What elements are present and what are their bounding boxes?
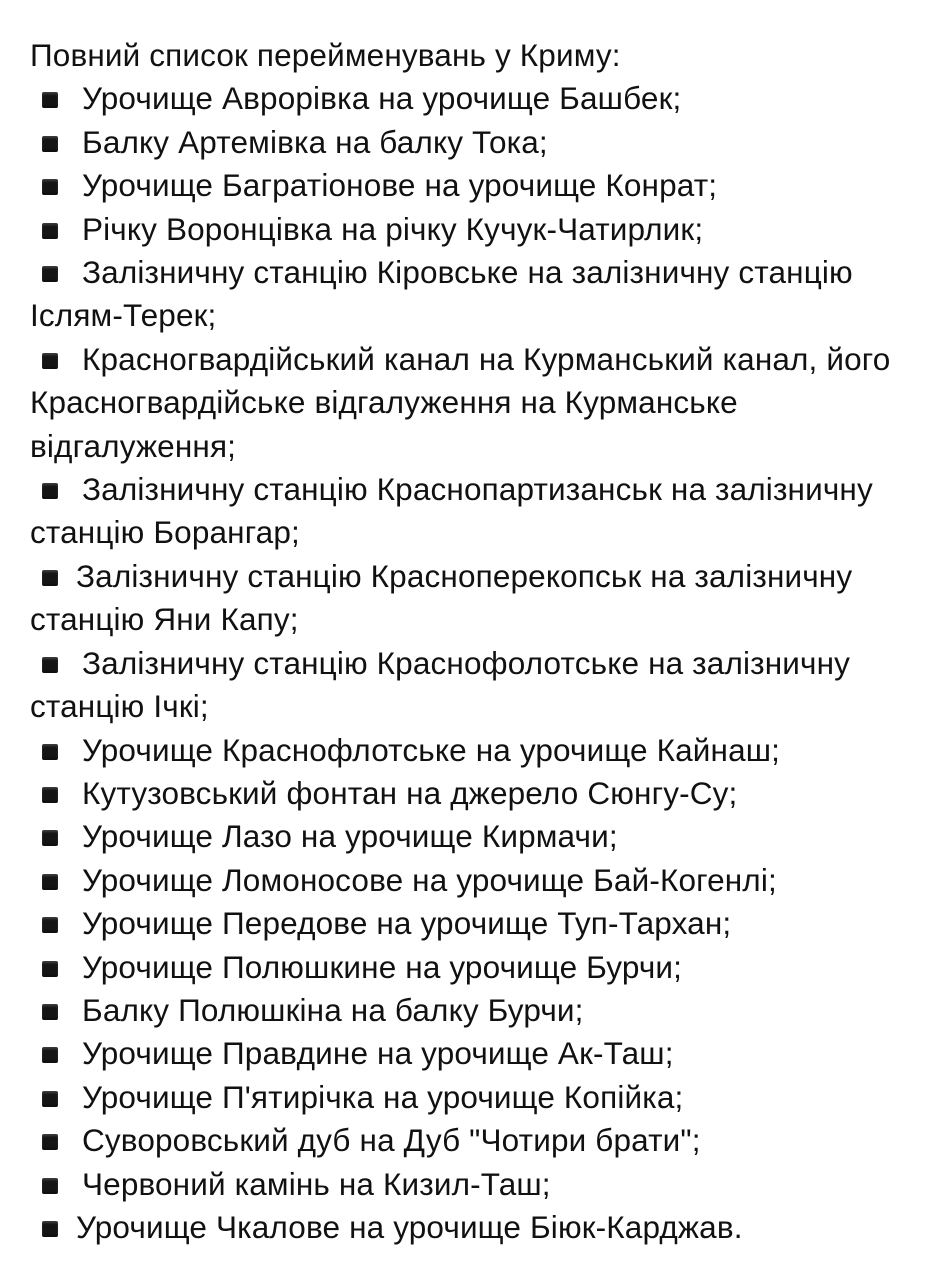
black-small-square-icon bbox=[42, 136, 58, 152]
list-item bbox=[30, 208, 910, 251]
list-item bbox=[30, 946, 910, 989]
black-small-square-icon bbox=[42, 483, 58, 499]
list-item bbox=[30, 729, 910, 772]
list-item-text: Червоний камінь на Кизил-Таш; bbox=[82, 1165, 551, 1202]
list-item bbox=[30, 251, 910, 338]
list-item-text: Красногвардійський канал на Курманський канал, його Красногвардійське відгалуження на Курманське відгалуження; bbox=[30, 340, 891, 464]
black-small-square-icon bbox=[42, 266, 58, 282]
list-item-text: Урочище Полюшкине на урочище Бурчи; bbox=[82, 948, 683, 985]
list-item bbox=[30, 164, 910, 207]
list-item bbox=[30, 468, 910, 555]
list-item bbox=[30, 1119, 910, 1162]
list-item-text: Залізничну станцію Кіровське на залізничну станцію Іслям-Терек; bbox=[30, 254, 853, 334]
list-item-text: Урочище Аврорівка на урочище Башбек; bbox=[82, 80, 682, 117]
black-small-square-icon bbox=[42, 961, 58, 977]
list-item-text: Балку Полюшкіна на балку Бурчи; bbox=[82, 991, 584, 1028]
black-small-square-icon bbox=[42, 1004, 58, 1020]
list-item-text: Урочище Краснофлотське на урочище Кайнаш; bbox=[82, 731, 781, 768]
list-item-text: Урочище Передове на урочище Туп-Тархан; bbox=[82, 905, 732, 942]
black-small-square-icon bbox=[42, 1134, 58, 1150]
list-item-text: Залізничну станцію Краснофолотське на залізничну станцію Ічкі; bbox=[30, 644, 851, 725]
list-item bbox=[30, 338, 910, 468]
black-small-square-icon bbox=[42, 657, 58, 673]
list-item bbox=[30, 859, 910, 902]
black-small-square-icon bbox=[42, 830, 58, 846]
list-item-text: Урочище Правдине на урочище Ак-Таш; bbox=[82, 1035, 674, 1072]
black-small-square-icon bbox=[42, 874, 58, 890]
renaming-list-document bbox=[30, 34, 910, 1249]
list-item-text: Кутузовський фонтан на джерело Сюнгу-Су; bbox=[82, 774, 738, 811]
black-small-square-icon bbox=[42, 353, 58, 369]
list-item bbox=[30, 1206, 910, 1249]
list-item bbox=[30, 555, 910, 642]
black-small-square-icon bbox=[42, 787, 58, 803]
list-item-text: Залізничну станцію Краснопартизанськ на залізничну станцію Борангар; bbox=[30, 471, 873, 551]
list-item-text: Балку Артемівка на балку Тока; bbox=[82, 123, 548, 160]
list-item-text: Урочище Багратіонове на урочище Конрат; bbox=[82, 167, 718, 204]
list-item bbox=[30, 1076, 910, 1119]
list-item-text: Річку Воронцівка на річку Кучук-Чатирлик; bbox=[82, 210, 704, 247]
black-small-square-icon bbox=[42, 1221, 58, 1237]
list-item bbox=[30, 1163, 910, 1206]
black-small-square-icon bbox=[42, 917, 58, 933]
list-item bbox=[30, 989, 910, 1032]
black-small-square-icon bbox=[42, 744, 58, 760]
black-small-square-icon bbox=[42, 1091, 58, 1107]
list-item-text: Урочище П'ятирічка на урочище Копійка; bbox=[82, 1078, 684, 1115]
black-small-square-icon bbox=[42, 179, 58, 195]
black-small-square-icon bbox=[42, 1047, 58, 1063]
black-small-square-icon bbox=[42, 570, 58, 586]
list-item bbox=[30, 121, 910, 164]
list-item-text: Урочище Лазо на урочище Кирмачи; bbox=[82, 818, 618, 855]
list-item bbox=[30, 1032, 910, 1075]
black-small-square-icon bbox=[42, 92, 58, 108]
list-item bbox=[30, 772, 910, 815]
list-item-text: Суворовський дуб на Дуб "Чотири брати"; bbox=[82, 1122, 701, 1159]
list-item-text: Урочище Ломоносове на урочище Бай-Когенлі; bbox=[82, 861, 777, 898]
list-heading: Повний список перейменувань у Криму: bbox=[30, 37, 621, 73]
list-item bbox=[30, 902, 910, 945]
list-item-text: Урочище Чкалове на урочище Біюк-Карджав. bbox=[76, 1208, 743, 1245]
list-item bbox=[30, 642, 910, 729]
list-item-text: Залізничну станцію Красноперекопськ на залізничну станцію Яни Капу; bbox=[30, 557, 853, 638]
list-item bbox=[30, 77, 910, 120]
black-small-square-icon bbox=[42, 223, 58, 239]
black-small-square-icon bbox=[42, 1178, 58, 1194]
list-item bbox=[30, 815, 910, 858]
